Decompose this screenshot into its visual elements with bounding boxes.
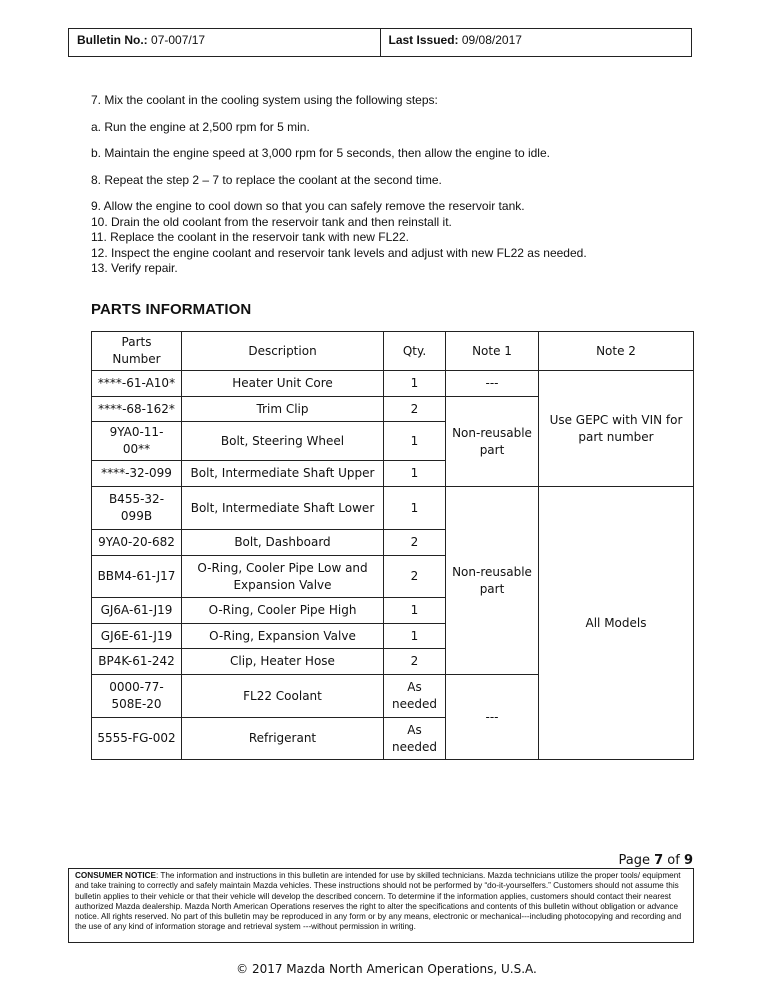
qty-cell: 1 [384, 598, 446, 624]
step-12: 12. Inspect the engine coolant and reservoir tank levels and adjust with new FL22 as needed. [91, 245, 587, 260]
page-current: 7 [654, 853, 664, 868]
step-7b: b. Maintain the engine speed at 3,000 rpm for 5 seconds, then allow the engine to idle. [91, 146, 550, 160]
col-header-parts-number: Parts Number [92, 332, 182, 371]
part-number-cell: BP4K-61-242 [92, 649, 182, 675]
description-cell: Bolt, Dashboard [182, 530, 384, 556]
note1-none-cell: --- [446, 675, 539, 760]
table-row [92, 487, 694, 530]
page-of-label: of [667, 853, 680, 868]
description-cell: Bolt, Steering Wheel [182, 422, 384, 461]
description-cell: Refrigerant [182, 718, 384, 760]
bulletin-number-label: Bulletin No.: [77, 33, 148, 47]
description-cell: Trim Clip [182, 397, 384, 422]
note2-gepc-cell: Use GEPC with VIN for part number [539, 371, 694, 487]
col-header-description: Description [182, 332, 384, 371]
copyright-footer: © 2017 Mazda North American Operations, U.S.A. [236, 962, 537, 976]
part-number-cell: 9YA0-20-682 [92, 530, 182, 556]
consumer-notice-text: : The information and instructions in this bulletin are intended for use by skilled technicians. Mazda technicians utilize the proper tools/ equipment and take training to correctly and safely maintain Mazda vehicles. These instructions should not be performed by “do-it-yourselfers.” Customers should not assume this bulletin applies to their vehicle or that their vehicle will develop the described concern. To determine if the information applies, customers should contact their nearest authorized Mazda dealership. Mazda North American Operations reserves the right to alter the specifications and contents of this bulletin without obligation or advance notice. All rights reserved. No part of this bulletin may be reproduced in any form or by any means, electronic or mechanical---including photocopying and recording and the use of any kind of information storage and retrieval system ---without permission in writing. [75, 871, 682, 932]
step-7a: a. Run the engine at 2,500 rpm for 5 min. [91, 119, 310, 134]
part-number-cell: GJ6A-61-J19 [92, 598, 182, 624]
bulletin-header [68, 28, 692, 57]
last-issued-label: Last Issued: [388, 33, 459, 47]
parts-table-wrapper [91, 331, 694, 760]
qty-cell: 2 [384, 530, 446, 556]
part-number-cell: BBM4-61-J17 [92, 556, 182, 598]
part-number-cell: ****-32-099 [92, 461, 182, 487]
description-cell: O-Ring, Expansion Valve [182, 624, 384, 649]
description-cell: Clip, Heater Hose [182, 649, 384, 675]
step-8: 8. Repeat the step 2 – 7 to replace the coolant at the second time. [91, 172, 442, 187]
description-cell: O-Ring, Cooler Pipe High [182, 598, 384, 624]
qty-cell: As needed [384, 718, 446, 760]
step-10: 10. Drain the old coolant from the reservoir tank and then reinstall it. [91, 214, 452, 229]
consumer-notice [68, 868, 694, 943]
qty-cell: 1 [384, 487, 446, 530]
note2-all-models-cell: All Models [539, 487, 694, 760]
page-label: Page [618, 853, 650, 868]
table-row [92, 371, 694, 397]
parts-information-title: PARTS INFORMATION [91, 301, 252, 318]
qty-cell: 2 [384, 649, 446, 675]
consumer-notice-label: CONSUMER NOTICE [75, 871, 156, 880]
description-cell: Bolt, Intermediate Shaft Upper [182, 461, 384, 487]
step-9: 9. Allow the engine to cool down so that you can safely remove the reservoir tank. [91, 199, 525, 213]
note1-nonreusable-cell: Non-reusable part [446, 397, 539, 487]
qty-cell: 1 [384, 461, 446, 487]
part-number-cell: ****-61-A10* [92, 371, 182, 397]
table-header-row [92, 332, 694, 371]
bulletin-number-value: 07-007/17 [151, 33, 206, 47]
part-number-cell: B455-32-099B [92, 487, 182, 530]
note1-cell: --- [446, 371, 539, 397]
part-number-cell: 9YA0-11-00** [92, 422, 182, 461]
parts-table [91, 331, 694, 760]
note1-nonreusable-cell: Non-reusable part [446, 487, 539, 675]
part-number-cell: ****-68-162* [92, 397, 182, 422]
description-cell: O-Ring, Cooler Pipe Low and Expansion Valve [182, 556, 384, 598]
qty-cell: As needed [384, 675, 446, 718]
qty-cell: 1 [384, 624, 446, 649]
last-issued-value: 09/08/2017 [461, 33, 522, 47]
part-number-cell: 0000-77-508E-20 [92, 675, 182, 718]
qty-cell: 2 [384, 397, 446, 422]
part-number-cell: GJ6E-61-J19 [92, 624, 182, 649]
description-cell: FL22 Coolant [182, 675, 384, 718]
last-issued-cell [380, 29, 692, 56]
description-cell: Heater Unit Core [182, 371, 384, 397]
qty-cell: 1 [384, 422, 446, 461]
description-cell: Bolt, Intermediate Shaft Lower [182, 487, 384, 530]
qty-cell: 2 [384, 556, 446, 598]
page-total: 9 [683, 853, 693, 868]
bulletin-number-cell [69, 29, 380, 56]
step-7: 7. Mix the coolant in the cooling system using the following steps: [91, 93, 438, 107]
step-11: 11. Replace the coolant in the reservoir tank with new FL22. [91, 230, 409, 244]
qty-cell: 1 [384, 371, 446, 397]
page-number [618, 853, 693, 868]
col-header-note1: Note 1 [446, 332, 539, 371]
step-13: 13. Verify repair. [91, 261, 178, 275]
col-header-note2: Note 2 [539, 332, 694, 371]
part-number-cell: 5555-FG-002 [92, 718, 182, 760]
col-header-qty: Qty. [384, 332, 446, 371]
procedure-steps [91, 93, 711, 277]
